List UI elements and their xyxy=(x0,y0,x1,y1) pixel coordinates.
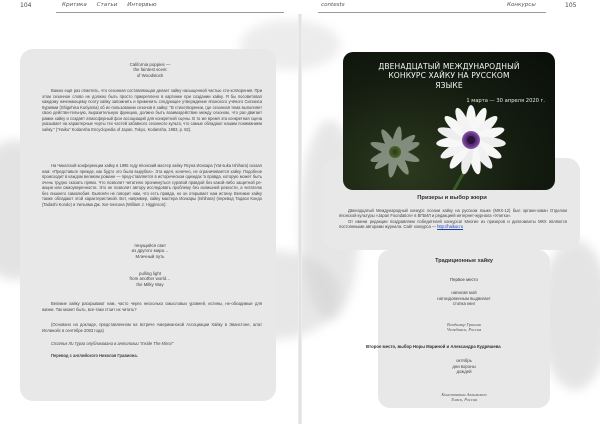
article-paragraph-4: (Основано на докладе, представленном на встрече Американской Ассоциации Хайку в Эванстоне, штат Иллинойс в сентябре 2003 года) xyxy=(42,322,262,333)
nav-articles[interactable]: Статьи xyxy=(96,2,118,8)
jury-paragraph-1: Двенадцатый Международный конкурс поэзии хайку на русском языке (МКХ-12) был органи-зован Отделом японской культуры «Japan Foundation» в ВГБИЛ и редакцией интернет-журнала «Улитка». xyxy=(339,208,567,219)
background-flower xyxy=(369,126,421,179)
left-section-nav xyxy=(62,2,165,8)
second-place-label: Второе место, выбор Норы Мариной и Александра Кудряшева xyxy=(366,344,501,349)
ishihara-haiku: тянущийся свет из другого мира… Млечный путь xyxy=(131,243,169,259)
contest-site-link[interactable]: http://haikur.ru xyxy=(437,224,464,230)
article-paragraph-3: Великие хайку раскрывают нам, часто через несколько смысловых уровней, истины, не-обходимые для жизни. Так может быть, все-таки стоит их читать? xyxy=(42,301,262,312)
nav-contests[interactable]: Конкурсы xyxy=(507,2,536,8)
first-place-label: Первое место xyxy=(450,277,478,282)
jury-text xyxy=(339,208,567,230)
traditional-haiku-heading: Традиционные хайку xyxy=(435,258,493,264)
left-page-number: 104 xyxy=(20,2,32,9)
translation-note: Перевод с английского Николая Гравиона. xyxy=(51,352,138,358)
opening-poem: California poppies — the faintest scent of Woodstock xyxy=(129,62,171,78)
article-paragraph-2: На Чикагской конференции хайку в 1995 году японский мастер хайку Ясуна Исихара (Yat-suka Ishihara) сказал нам: «Представьте прежде, как будто это была вырубка». Эта идея, конечно, не ограничивается хайку. Подобное происходит в каждом великом романе — пред-ставляется в историческом одеждах 'а правда, которую может быть очень трудно сказать прямо. Что позволит читателю проникнуться суровой правдой без какой-либо защитной ре-акции или самоуверенности. Это не позволит автору исследовать проблему без излишней резкости, а читателю без лишнего самолюбия. Выяснён не говорит нам, что есть правда, но он открывает нам истину. Великие хайку также обладают этой характеристикой. Вот, например, хайку мастера Исихары (Ishihara) (перевод Тадаси Кондо (Tadashi Kondo) и Уильяма Дж. Хиг-гинсона (William J. Higginson): xyxy=(42,163,262,207)
second-place-haiku: октябрь дни вороны дождей xyxy=(452,358,476,374)
page-header xyxy=(0,0,600,14)
first-place-haiku: написав мой натоидовенным выдвигает стопка книг xyxy=(437,290,491,306)
nav-interviews[interactable]: Интервью xyxy=(127,2,157,8)
right-section-label: contests xyxy=(321,2,345,8)
jury-paragraph-2: От имени редакции поздравляем победителей конкурса! Многие из призеров и дипломанты МКХ являются постоянными авторами журнала. Сайт конкурса — http://haikur.ru xyxy=(339,218,567,230)
banner-title: ДВЕНАДЦАТЫЙ МЕЖДУНАРОДНЫЙ КОНКУРС ХАЙКУ НА РУССКОМ ЯЗЫКЕ xyxy=(378,62,520,90)
jury-heading: Призеры и выбор жюри xyxy=(417,195,487,201)
publication-note: Статья Ли Гурга опубликована в антологии "Inside The Mirror" xyxy=(51,341,174,346)
contest-banner xyxy=(343,52,555,190)
second-place-author: Константин Авхимович Томск, Россия xyxy=(441,392,487,403)
right-page-number: 105 xyxy=(565,2,577,9)
ishihara-haiku-translation: pulling light from another world… the Milky Way xyxy=(129,271,171,287)
header-rule xyxy=(318,12,546,13)
nav-critique[interactable]: Критика xyxy=(62,2,87,8)
article-paragraph-1: Важно ещё раз отметить, что сезонная составляющая делает хайку насыщенной частью сти-хотворения. При этом сезонное слово не должно быть просто прикреплено в картинке при создании хайку. Я бы посоветовал каждому начинающему поэту хайку запомнить и применить следующее утверждение японского учёного Сигэхиса Куриями (Shigehisa Kuriyama) об ис-пользовании сезонов в хайку: "В стихотворении, где сезонная тема выполняет свою действи-тельную, выразительную функцию, должно быть взаимодействие между сезоном, что рас-двигает рамки хайку и создаёт атмосферный фон ассоциаций для конкретной сцены. В то же время эта конкретная сцена указывает на характерные черты тех частей забавного сезонного культа, что самые обладают нашим пониманием хайку." ("Haiku" Kodansha Encyclopedia of Japan, Tokyo, Kodansha, 1983, p. 82). xyxy=(42,88,262,132)
banner-dates: 1 марта — 30 апреля 2020 г. xyxy=(466,98,545,104)
main-daisy xyxy=(436,105,507,175)
header-rule xyxy=(56,12,284,13)
first-place-author: Владимир Гришин Челябинск, Россия xyxy=(446,322,482,333)
article-signoff xyxy=(42,341,262,358)
